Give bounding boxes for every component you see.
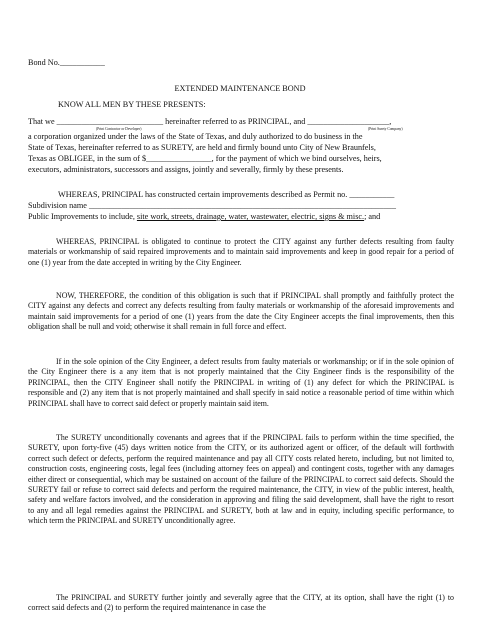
- whereas-obligation-paragraph: [28, 237, 454, 268]
- final-paragraph-text: The PRINCIPAL and SURETY further jointly and severally agree that the CITY, at its option, shall have the right (1) to correct said defects and (2) to perform the required maintenance in case the: [28, 593, 454, 613]
- surety-covenant-text: The SURETY unconditionally covenants and agrees that if the PRINCIPAL fails to perform within the time specified, the SURETY, upon forty-five (45) days written notice from the CITY, or its authorized agent or officer, of the default will forthwith correct such defect or defects, perform the required maintenance and pay all CITY costs related hereto, including, but not limited to, construction costs, engineering costs, legal fees (including attorney fees on appeal) and contingent costs, together with any damages either direct or consequential, which may be sustained on account of the failure of the PRINCIPAL to correct said defects. Should the SURETY fail or refuse to correct said defects and perform the required maintenance, the CITY, in view of the public interest, health, safety and welfare factors involved, and the consideration in approving and filing the said development, shall have the right to resort to any and all legal remedies against the PRINCIPAL and SURETY, both at law and in equity, including specific performance, to which term the PRINCIPAL and SURETY unconditionally agree.: [28, 433, 454, 526]
- now-therefore-paragraph: [28, 291, 454, 333]
- know-all-heading: KNOW ALL MEN BY THESE PRESENTS:: [58, 100, 206, 109]
- principal-caption: (Print Contractor or Developer): [96, 127, 142, 131]
- defect-notice-text: If in the sole opinion of the City Engineer, a defect results from faulty materials or workmanship; or if in the sole opinion of the City Engineer there is a any item that is not properly maintained that the City Engineer finds is the responsibility of the PRINCIPAL, then the CITY Engineer shall notify the PRINCIPAL in writing of (1) any defect for which the PRINCIPAL is responsible and (2) any item that is not properly maintained and shall specify in said notice a reasonable period of time within which PRINCIPAL shall have to correct said defect or properly maintain said item.: [28, 357, 454, 408]
- corporation-line-1: a corporation organized under the laws of the State of Texas, and duly authorized to do business in the: [28, 132, 363, 141]
- surety-covenant-paragraph: [28, 433, 454, 527]
- final-paragraph: [28, 593, 454, 614]
- defect-notice-paragraph: [28, 357, 454, 409]
- corporation-line-3: Texas as OBLIGEE, in the sum of $________________, for the payment of which we bind ourselves, heirs,: [28, 154, 382, 163]
- public-improvements-line: [28, 212, 380, 222]
- bond-number: Bond No.___________: [28, 58, 105, 67]
- corporation-line-2: State of Texas, hereinafter referred to as SURETY, are held and firmly bound unto City of New Braunfels,: [28, 143, 376, 152]
- now-therefore-text: NOW, THEREFORE, the condition of this obligation is such that if PRINCIPAL shall promptly and faithfully protect the CITY against any defects and correct any defects resulting from faulty materials or workmanship of the aforesaid improvements and maintain said improvements for a period of one (1) years from the date the City Engineer accepts the final improvements, then this obligation shall be null and void; otherwise it shall remain in full force and effect.: [28, 291, 454, 332]
- subdivision-line: Subdivision name ___________________________________________________________________________: [28, 201, 396, 210]
- parties-line: That we __________________________ hereinafter referred to as PRINCIPAL, and ____________________,: [28, 117, 392, 126]
- whereas-permit-line: WHEREAS, PRINCIPAL has constructed certain improvements described as Permit no. ___________: [58, 190, 395, 199]
- surety-caption: (Print Surety Company): [368, 127, 403, 131]
- public-improvements-items: site work, streets, drainage, water, wastewater, electric, signs & misc.: [136, 212, 365, 221]
- whereas-obligation-text: WHEREAS, PRINCIPAL is obligated to continue to protect the CITY against any further defects resulting from faulty materials or workmanship of said repaired improvements and to maintain said improvements and keep in good repair for a period of one (1) year from the date accepted in writing by the City Engineer.: [28, 237, 454, 267]
- corporation-line-4: executors, administrators, successors and assigns, jointly and severally, firmly by these presents.: [28, 165, 344, 174]
- document-title: EXTENDED MAINTENANCE BOND: [174, 84, 306, 93]
- public-improvements-prefix: Public Improvements to include,: [28, 212, 137, 221]
- public-improvements-suffix: ; and: [364, 212, 381, 221]
